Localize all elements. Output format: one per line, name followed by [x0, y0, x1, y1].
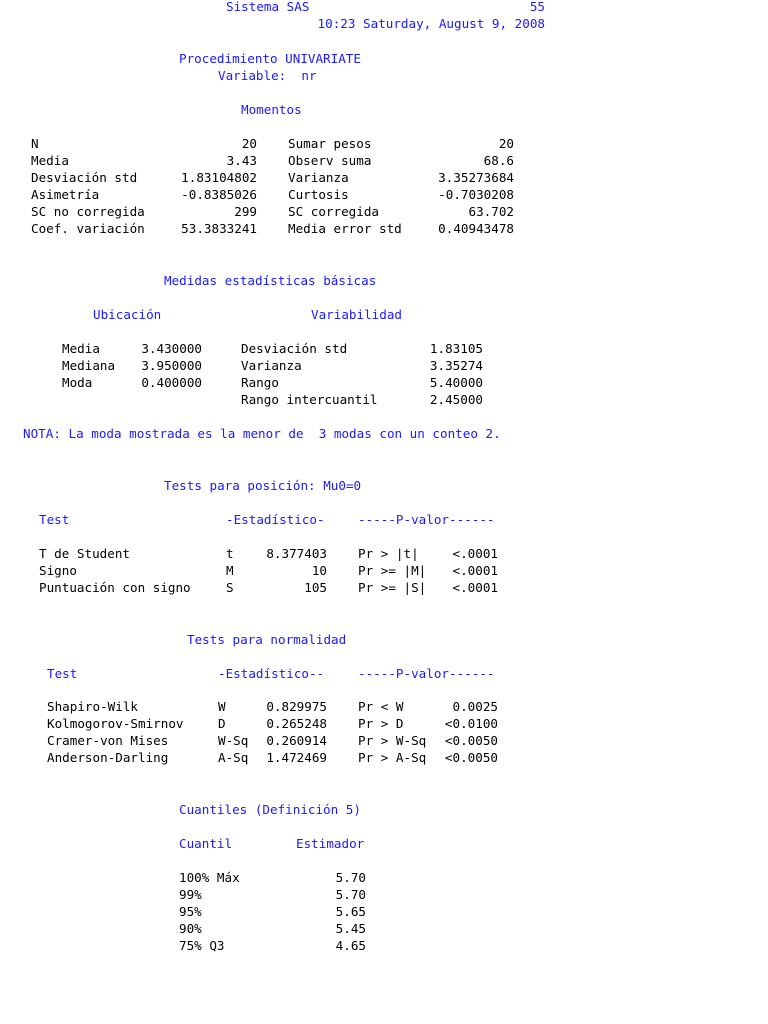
location-tests-header-stat: -Estadístico-: [226, 512, 325, 527]
variability-label: Desviación std: [241, 341, 348, 356]
test-pr-label: Pr > A-Sq: [358, 750, 427, 765]
variability-label: Rango: [241, 375, 279, 390]
quantile-estimate: 5.65: [335, 904, 366, 919]
moment-value: -0.8385026: [181, 187, 257, 202]
test-symbol: M: [226, 563, 234, 578]
location-tests-header-test: Test: [39, 512, 70, 527]
procedure-title: Procedimiento UNIVARIATE: [179, 51, 361, 66]
run-datetime: 10:23 Saturday, August 9, 2008: [317, 16, 545, 31]
moment-label: Desviación std: [31, 170, 138, 185]
test-name: Puntuación con signo: [39, 580, 191, 595]
variability-label: Rango intercuantil: [241, 392, 378, 407]
test-name: Cramer-von Mises: [47, 733, 169, 748]
moment-value: 3.35273684: [438, 170, 514, 185]
page-number: 55: [529, 0, 545, 14]
test-pvalue: 0.0025: [452, 699, 498, 714]
test-pvalue: <0.0050: [444, 733, 498, 748]
moment-value: 3.43: [226, 153, 257, 168]
location-value: 3.430000: [141, 341, 202, 356]
test-symbol: S: [226, 580, 234, 595]
moment-label: Media error std: [288, 221, 402, 236]
moment-label: N: [31, 136, 39, 151]
test-name: Signo: [39, 563, 77, 578]
test-symbol: A-Sq: [218, 750, 249, 765]
test-name: Anderson-Darling: [47, 750, 169, 765]
test-statistic: 1.472469: [266, 750, 327, 765]
moment-value: 1.83104802: [181, 170, 257, 185]
test-name: T de Student: [39, 546, 130, 561]
location-heading: Ubicación: [93, 307, 162, 322]
location-label: Mediana: [62, 358, 116, 373]
quantile-estimate: 5.70: [335, 870, 366, 885]
test-pr-label: Pr < W: [358, 699, 404, 714]
test-pvalue: <0.0100: [444, 716, 498, 731]
test-name: Shapiro-Wilk: [47, 699, 138, 714]
test-pvalue: <.0001: [452, 546, 498, 561]
moment-value: 68.6: [483, 153, 514, 168]
test-statistic: 0.829975: [266, 699, 327, 714]
basic-measures-title: Medidas estadísticas básicas: [164, 273, 377, 288]
quantiles-header-estimate: Estimador: [296, 836, 365, 851]
test-pr-label: Pr > |t|: [358, 546, 419, 561]
test-pvalue: <.0001: [452, 563, 498, 578]
moment-value: 299: [234, 204, 257, 219]
quantile-estimate: 5.45: [335, 921, 366, 936]
quantile-label: 95%: [179, 904, 202, 919]
variability-value: 5.40000: [429, 375, 483, 390]
moment-label: SC no corregida: [31, 204, 145, 219]
variability-value: 3.35274: [429, 358, 483, 373]
moment-label: Media: [31, 153, 69, 168]
moment-label: Varianza: [288, 170, 349, 185]
variability-value: 2.45000: [429, 392, 483, 407]
moment-value: 20: [498, 136, 514, 151]
quantiles-header-quantile: Cuantil: [179, 836, 233, 851]
test-symbol: D: [218, 716, 226, 731]
moment-label: Sumar pesos: [288, 136, 372, 151]
test-name: Kolmogorov-Smirnov: [47, 716, 184, 731]
moment-value: -0.7030208: [438, 187, 514, 202]
test-statistic: 8.377403: [266, 546, 327, 561]
test-symbol: W-Sq: [218, 733, 249, 748]
test-statistic: 105: [304, 580, 327, 595]
location-value: 0.400000: [141, 375, 202, 390]
normality-tests-header-stat: -Estadístico--: [218, 666, 325, 681]
moment-value: 0.40943478: [438, 221, 514, 236]
variability-label: Varianza: [241, 358, 302, 373]
test-pvalue: <.0001: [452, 580, 498, 595]
moment-label: Observ suma: [288, 153, 372, 168]
mode-note: NOTA: La moda mostrada es la menor de 3 modas con un conteo 2.: [23, 426, 501, 441]
moment-label: SC corregida: [288, 204, 379, 219]
moment-value: 20: [241, 136, 257, 151]
normality-tests-title: Tests para normalidad: [187, 632, 347, 647]
variability-value: 1.83105: [429, 341, 483, 356]
quantile-estimate: 5.70: [335, 887, 366, 902]
moments-title: Momentos: [241, 102, 302, 117]
quantile-estimate: 4.65: [335, 938, 366, 953]
location-label: Media: [62, 341, 100, 356]
system-title: Sistema SAS: [226, 0, 310, 14]
test-pr-label: Pr > W-Sq: [358, 733, 427, 748]
location-tests-title: Tests para posición: Mu0=0: [164, 478, 362, 493]
test-statistic: 0.260914: [266, 733, 327, 748]
variability-heading: Variabilidad: [311, 307, 402, 322]
location-label: Moda: [62, 375, 93, 390]
test-pr-label: Pr > D: [358, 716, 404, 731]
test-symbol: W: [218, 699, 226, 714]
test-statistic: 10: [311, 563, 327, 578]
location-value: 3.950000: [141, 358, 202, 373]
normality-tests-header-test: Test: [47, 666, 78, 681]
moment-label: Coef. variación: [31, 221, 145, 236]
normality-tests-header-pvalue: -----P-valor------: [358, 666, 495, 681]
moment-value: 53.3833241: [181, 221, 257, 236]
location-tests-header-pvalue: -----P-valor------: [358, 512, 495, 527]
quantile-label: 99%: [179, 887, 202, 902]
moment-label: Curtosis: [288, 187, 349, 202]
variable-label: Variable: nr: [218, 68, 317, 83]
test-pvalue: <0.0050: [444, 750, 498, 765]
test-pr-label: Pr >= |S|: [358, 580, 427, 595]
moment-value: 63.702: [468, 204, 514, 219]
test-symbol: t: [226, 546, 234, 561]
test-pr-label: Pr >= |M|: [358, 563, 427, 578]
quantiles-title: Cuantiles (Definición 5): [179, 802, 361, 817]
moment-label: Asimetría: [31, 187, 100, 202]
quantile-label: 75% Q3: [179, 938, 225, 953]
quantile-label: 100% Máx: [179, 870, 240, 885]
quantile-label: 90%: [179, 921, 202, 936]
test-statistic: 0.265248: [266, 716, 327, 731]
